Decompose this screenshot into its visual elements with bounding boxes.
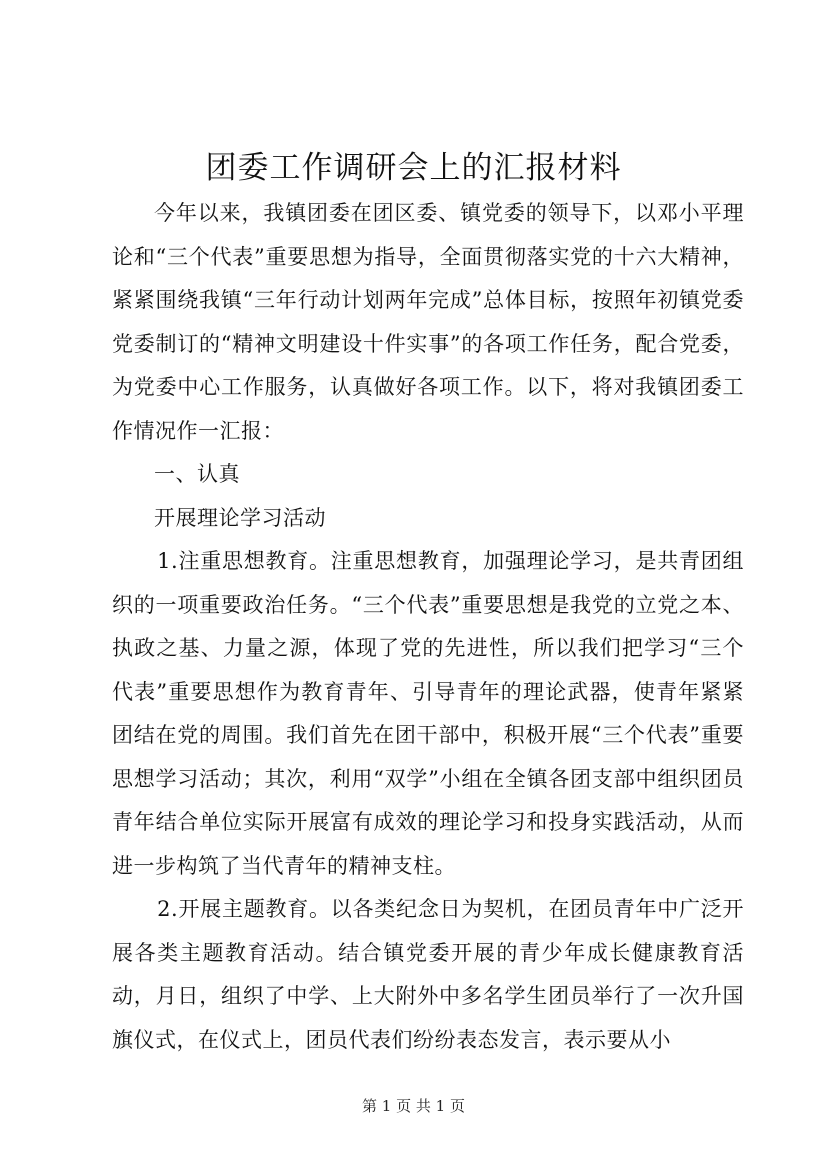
document-body [112,192,744,1062]
section-subheading: 开展理论学习活动 [154,505,326,530]
item-paragraph-2: 2.开展主题教育。以各类纪念日为契机，在团员青年中广泛开展各类主题教育活动。结合镇党委开展的青少年成长健康教育活动，月日，组织了中学、上大附外中多名学生团员举行了一次升国旗仪式，在仪式上，团员代表们纷纷表态发言，表示要从小 [112,897,744,1052]
document-title: 团委工作调研会上的汇报材料 [205,150,622,186]
page-footer: 第 1 页 共 1 页 [362,1097,465,1115]
item-paragraph-1: 1.注重思想教育。注重思想教育，加强理论学习，是共青团组织的一项重要政治任务。“三个代表”重要思想是我党的立党之本、执政之基、力量之源，体现了党的先进性，所以我们把学习“三个代表”重要思想作为教育青年、引导青年的理论武器，使青年紧紧团结在党的周围。我们首先在团干部中，积极开展“三个代表”重要思想学习活动；其次，利用“双学”小组在全镇各团支部中组织团员青年结合单位实际开展富有成效的理论学习和投身实践活动，从而进一步构筑了当代青年的精神支柱。 [112,549,744,878]
intro-paragraph: 今年以来，我镇团委在团区委、镇党委的领导下，以邓小平理论和“三个代表”重要思想为指导，全面贯彻落实党的十六大精神，紧紧围绕我镇“三年行动计划两年完成”总体目标，按照年初镇党委党委制订的“精神文明建设十件实事”的各项工作任务，配合党委，为党委中心工作服务，认真做好各项工作。以下，将对我镇团委工作情况作一汇报： [112,201,744,443]
section-heading: 一、认真 [154,462,240,486]
